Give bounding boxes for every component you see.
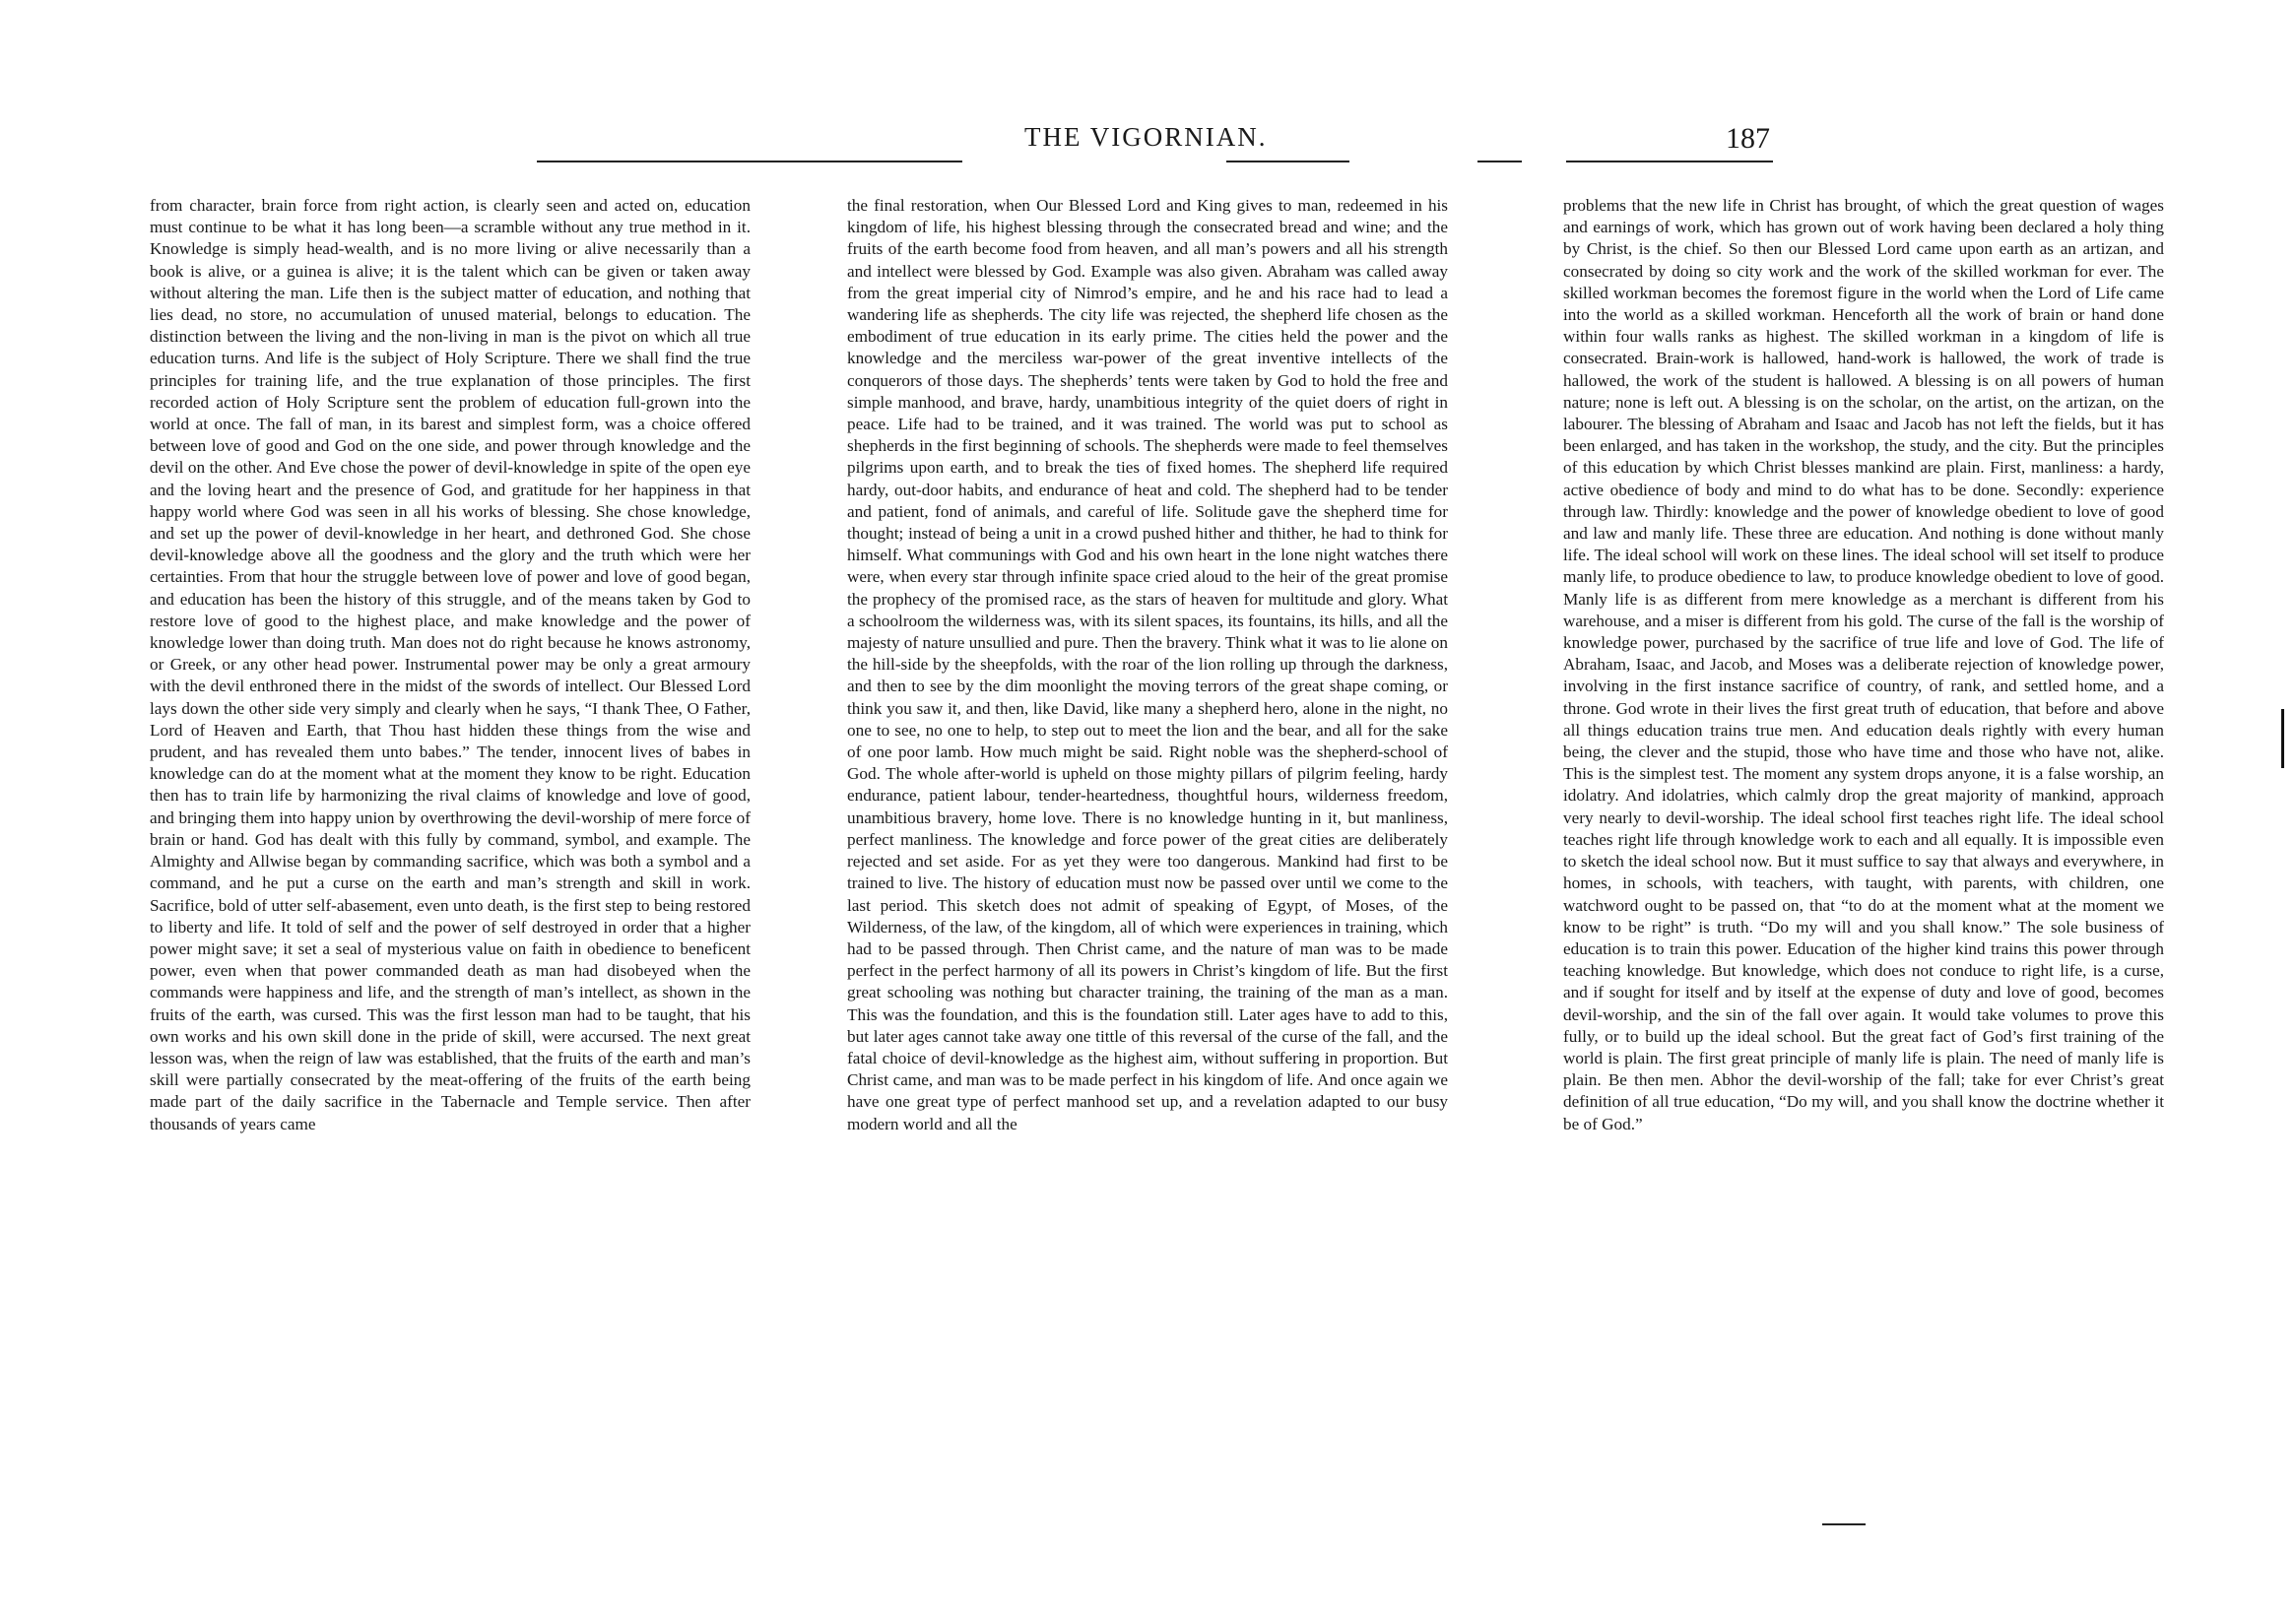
text-column-left	[150, 195, 751, 1135]
margin-mark	[2281, 709, 2284, 768]
header-rule	[537, 161, 962, 162]
header-rule	[1226, 161, 1349, 162]
header-rule	[1566, 161, 1773, 162]
column-text: problems that the new life in Christ has brought, of which the great question of wages and earnings of work, which has grown out of work having been declared a holy thing by Christ, is the chief. So then our Blessed Lord came upon earth as an artizan, and consecrated by doing so city work and the work of the skilled workman for ever. The skilled workman becomes the foremost figure in the world when the Lord of Life came into the world as a skilled workman. Henceforth all the work of brain or hand done within four walls ranks as highest. The skilled workman in a kingdom of life is consecrated. Brain-work is hallowed, hand-work is hallowed, the work of trade is hallowed, the work of the student is hallowed. A blessing is on all powers of human nature; none is left out. A blessing is on the scholar, on the artist, on the artizan, on the labourer. The blessing of Abraham and Isaac and Jacob has not left the fields, but it has been enlarged, and has taken in the workshop, the study, and the city. But the principles of this education by which Christ blesses mankind are plain. First, manliness: a hardy, active obedience of body and mind to do what has to be done. Secondly: experience through law. Thirdly: knowledge and the power of knowledge obedient to love of good and law and manly life. These three are education. And nothing is done without manly life. The ideal school will work on these lines. The ideal school will set itself to produce manly life, to produce obedience to law, to produce knowledge obedient to love of good. Manly life is as different from mere knowledge as a merchant is different from his warehouse, and a miser is different from his gold. The curse of the fall is the worship of knowledge power, purchased by the sacrifice of true life and love of God. The life of Abraham, Isaac, and Jacob, and Moses was a deliberate rejection of knowledge power, involving in the first instance sacrifice of country, of rank, and settled home, and a throne. God wrote in their lives the first great truth of education, that before and above all things education trains true men. And education deals rightly with every human being, the clever and the stupid, those who have time and those who have not, alike. This is the simplest test. The moment any system drops anyone, it is a false worship, an idolatry. And idolatries, which calmly drop the great majority of mankind, approach very nearly to devil-worship. The ideal school first teaches right life. The ideal school teaches right life through knowledge work to each and all equally. It is impossible even to sketch the ideal school now. But it must suffice to say that always and everywhere, in homes, in schools, with teachers, with taught, with parents, with children, one watchword ought to be passed on, that “to do at the moment what at the moment we know to be right” is truth. “Do my will and you shall know.” The sole business of education is to train this power. Education of the higher kind trains this power through teaching knowledge. But knowledge, which does not conduce to right life, is a curse, and if sought for itself and by itself at the expense of duty and love of good, becomes devil-worship, and the sin of the fall over again. It would take volumes to prove this fully, or to build up the ideal school. But the great fact of God’s first training of the world is plain. The first great principle of manly life is plain. The need of manly life is plain. Be then men. Abhor the devil-worship of the fall; take for ever Christ’s great definition of all true education, “Do my will, and you shall know the doctrine whether it be of God.”	[1563, 196, 2164, 1133]
article-end-rule	[1822, 1523, 1866, 1525]
column-text: from character, brain force from right action, is clearly seen and acted on, education must continue to be what it has long been—a scramble without any true method in it. Knowledge is simply head-wealth, and is no more living or alive necessarily than a book is alive, or a guinea is alive; it is the talent which can be given or taken away without altering the man. Life then is the subject matter of education, and nothing that lies dead, no store, no accumulation of unused material, belongs to education. The distinction between the living and the non-living in man is the pivot on which all true education turns. And life is the subject of Holy Scripture. There we shall find the true principles for training life, and the true explanation of those principles. The first recorded action of Holy Scripture sent the problem of education full-grown into the world at once. The fall of man, in its barest and simplest form, was a choice offered between love of good and God on the one side, and power through knowledge and the devil on the other. And Eve chose the power of devil-knowledge in spite of the open eye and the loving heart and the presence of God, and gratitude for her happiness in that happy world where God was seen in all his works of blessing. She chose knowledge, and set up the power of devil-knowledge in her heart, and dethroned God. She chose devil-knowledge above all the goodness and the glory and the truth which were her certainties. From that hour the struggle between love of power and love of good began, and education has been the history of this struggle, and of the means taken by God to restore love of good to the highest place, and make knowledge and the power of knowledge lower than doing truth. Man does not do right because he knows astronomy, or Greek, or any other head power. Instrumental power may be only a great armoury with the devil enthroned there in the midst of the swords of intellect. Our Blessed Lord lays down the other side very simply and clearly when he says, “I thank Thee, O Father, Lord of Heaven and Earth, that Thou hast hidden these things from the wise and prudent, and has revealed them unto babes.” The tender, innocent lives of babes in knowledge can do at the moment what at the moment they know to be right. Education then has to train life by harmonizing the rival claims of knowledge and love of good, and bringing them into happy union by overthrowing the devil-worship of mere force of brain or hand. God has dealt with this fully by command, symbol, and example. The Almighty and Allwise began by commanding sacrifice, which was both a symbol and a command, and he put a curse on the earth and man’s strength and skill in work. Sacrifice, bold of utter self-abasement, even unto death, is the first step to being restored to liberty and life. It told of self and the power of self destroyed in order that a higher power might save; it set a seal of mysterious value on faith in obedience to beneficent power, even when that power commanded death as man had disobeyed when the commands were happiness and life, and the strength of man’s intellect, as shown in the fruits of the earth, was cursed. This was the first lesson man had to be taught, that his own works and his own skill done in the pride of skill, were accursed. The next great lesson was, when the reign of law was established, that the fruits of the earth and man’s skill were partially consecrated by the meat-offering of the fruits of the earth being made part of the daily sacrifice in the Tabernacle and Temple service. Then after thousands of years came	[150, 196, 751, 1133]
running-title: THE VIGORNIAN.	[1024, 122, 1268, 152]
page-number: 187	[1726, 122, 1770, 155]
text-column-middle	[847, 195, 1448, 1135]
column-text: the final restoration, when Our Blessed Lord and King gives to man, redeemed in his kingdom of life, his highest blessing through the consecrated bread and wine; and the fruits of the earth become food from heaven, and all man’s powers and all his strength and intellect were blessed by God. Example was also given. Abraham was called away from the great imperial city of Nimrod’s empire, and he and his race had to lead a wandering life as shepherds. The city life was rejected, the shepherd life chosen as the embodiment of true education in its early prime. The cities held the power and the knowledge and the merciless war-power of the great inventive intellects of the conquerors of those days. The shepherds’ tents were taken by God to hold the free and simple manhood, and brave, hardy, unambitious integrity of the quiet doers of right in peace. Life had to be trained, and it was trained. The world was put to school as shepherds in the first beginning of schools. The shepherds were made to feel themselves pilgrims upon earth, and to break the ties of fixed homes. The shepherd life required hardy, out-door habits, and endurance of heat and cold. The shepherd had to be tender and patient, fond of animals, and careful of life. Solitude gave the shepherd time for thought; instead of being a unit in a crowd pushed hither and thither, he had to think for himself. What communings with God and his own heart in the lone night watches there were, when every star through infinite space cried aloud to the heir of the great promise the prophecy of the promised race, as the stars of heaven for multitude and glory. What a schoolroom the wilderness was, with its silent spaces, its fountains, its hills, and all the majesty of nature unsullied and pure. Then the bravery. Think what it was to lie alone on the hill-side by the sheepfolds, with the roar of the lion rolling up through the darkness, and then to see by the dim moonlight the moving terrors of the great shape coming, or think you saw it, and then, like David, like many a shepherd hero, alone in the night, no one to see, no one to help, to step out to meet the lion and the bear, and all for the sake of one poor lamb. How much might be said. Right noble was the shepherd-school of God. The whole after-world is upheld on those mighty pillars of pilgrim feeling, hardy endurance, patient labour, tender-heartedness, thoughtful hours, wilderness freedom, unambitious bravery, home love. There is no knowledge hunting in it, but manliness, perfect manliness. The knowledge and force power of the great cities are deliberately rejected and set aside. For as yet they were too dangerous. Mankind had first to be trained to live. The history of education must now be passed over until we come to the last period. This sketch does not admit of speaking of Egypt, of Moses, of the Wilderness, of the law, of the kingdom, all of which were experiences in training, which had to be passed through. Then Christ came, and the nature of man was to be made perfect in the perfect harmony of all its powers in Christ’s kingdom of life. But the first great schooling was nothing but character training, the training of the man as a man. This was the foundation, and this is the foundation still. Later ages have to add to this, but later ages cannot take away one tittle of this reversal of the curse of the fall, and the fatal choice of devil-knowledge as the highest aim, without suffering in proportion. But Christ came, and man was to be made perfect in his kingdom of life. And once again we have one great type of perfect manhood set up, and a revelation adapted to our busy modern world and all the	[847, 196, 1448, 1133]
header-rule	[1477, 161, 1522, 162]
text-column-right	[1563, 195, 2164, 1135]
